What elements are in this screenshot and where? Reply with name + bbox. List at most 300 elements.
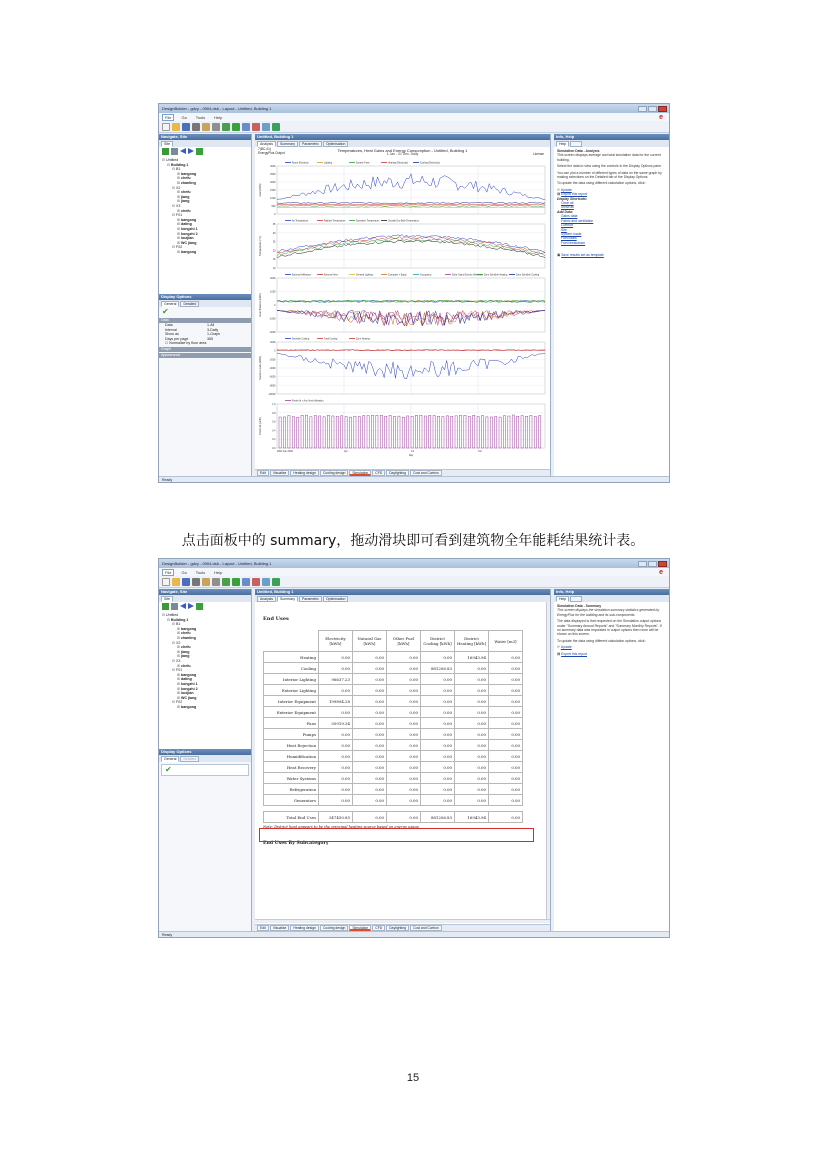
tree-item-label: Untitled bbox=[166, 158, 179, 162]
add-data-link[interactable]: System loads bbox=[561, 231, 582, 236]
table-cell: 199894.28 bbox=[319, 696, 353, 707]
table-cell: 16943.94 bbox=[455, 812, 489, 823]
save-icon[interactable] bbox=[182, 123, 190, 131]
menu-go[interactable]: Go bbox=[181, 569, 187, 575]
tab-general[interactable]: General bbox=[161, 756, 179, 762]
table-cell: 0.00 bbox=[353, 685, 387, 696]
screenshot-analysis bbox=[158, 103, 670, 483]
table-cell: 0.00 bbox=[455, 707, 489, 718]
screenshot-summary bbox=[158, 558, 670, 938]
row-label: Heat Recovery bbox=[264, 762, 319, 773]
table-cell: 16943.94 bbox=[455, 652, 489, 663]
tab-cfd[interactable]: CFD bbox=[372, 925, 385, 931]
add-data-link[interactable]: Gains data bbox=[561, 214, 578, 219]
shortcuts-heading: Display Shortcuts: bbox=[557, 196, 587, 201]
new-file-icon[interactable] bbox=[162, 578, 170, 586]
tree-item-label: F01 bbox=[176, 668, 183, 673]
maximize-button[interactable] bbox=[648, 106, 657, 112]
help-text: You can plot a number of different types of data on the same graph by making selections on the Detailed tab of the Display Options. bbox=[557, 170, 662, 180]
info-pane bbox=[554, 589, 669, 931]
table-cell: 0.00 bbox=[455, 729, 489, 740]
tab-optimisation[interactable]: Optimisation bbox=[323, 596, 348, 602]
license-label: License bbox=[533, 152, 544, 156]
tab-parametric[interactable]: Parametric bbox=[299, 596, 322, 602]
tab-cfd[interactable]: CFD bbox=[372, 470, 385, 476]
tab-daylighting[interactable]: Daylighting bbox=[386, 470, 409, 476]
menu-help[interactable]: Help bbox=[214, 114, 223, 120]
edit-icon[interactable] bbox=[202, 578, 210, 586]
table-row bbox=[264, 812, 523, 823]
tree-item-label: zhanting bbox=[181, 635, 196, 640]
table-cell: 0.00 bbox=[455, 762, 489, 773]
app-logo-icon: e bbox=[659, 113, 663, 121]
y-tick-label: -8000 bbox=[269, 384, 276, 388]
nav-toolbar bbox=[159, 602, 251, 611]
tree-item-label: chefu bbox=[181, 190, 191, 195]
chart-icon[interactable] bbox=[222, 578, 230, 586]
chart-icon[interactable] bbox=[222, 123, 230, 131]
table-cell: 0.00 bbox=[455, 784, 489, 795]
chart-subtitle: 1 Jan - 31 Dec, Daily bbox=[386, 152, 419, 156]
tab-detailed[interactable]: Detailed bbox=[180, 756, 199, 762]
tab-general[interactable]: General bbox=[161, 301, 179, 307]
zone-icon: ⊞ bbox=[177, 171, 182, 176]
appearance-section[interactable]: Appearance bbox=[159, 353, 251, 358]
info-header: Info, Help bbox=[554, 589, 669, 595]
table-cell: 0.00 bbox=[387, 740, 421, 751]
legend-label: Total Cooling bbox=[324, 338, 338, 341]
tab-help[interactable]: Help bbox=[556, 141, 569, 147]
table-cell: 0.00 bbox=[353, 696, 387, 707]
legend-label: Radiant Temperature bbox=[324, 220, 346, 223]
window-title: DesignBuilder - gdzy - 0904.dsb - Layout - Untitled, Building 1 bbox=[162, 106, 272, 111]
forward-arrow-icon[interactable] bbox=[188, 603, 194, 609]
y-tick-label: 15 bbox=[272, 258, 276, 262]
navigate-header: Navigate, Site bbox=[159, 589, 251, 595]
menu-tools[interactable]: Tools bbox=[195, 114, 206, 120]
grid-icon[interactable] bbox=[242, 578, 250, 586]
legend-label: Outside Dry-Bulb Temperature bbox=[388, 220, 419, 223]
help-text: To update the data using different calculation options, click: bbox=[557, 181, 646, 186]
tree-item-label: X3 bbox=[176, 203, 181, 208]
prop-row[interactable]: Data 1-All bbox=[165, 323, 215, 327]
export-icon: ▤ bbox=[557, 651, 561, 656]
table-cell: 0.00 bbox=[387, 812, 421, 823]
tab-cost-carbon[interactable]: Cost and Carbon bbox=[410, 925, 442, 931]
table-cell: 0.00 bbox=[421, 784, 455, 795]
help-text: The data displayed is that requested on the Simulation output options under "Summary Annual Reports" and "Summary Monthly Reports". If no summary data was requested in output options then none will be shown on this screen. bbox=[557, 619, 662, 637]
table-cell: 881206.83 bbox=[421, 663, 455, 674]
table-cell: 0.00 bbox=[455, 674, 489, 685]
prop-row[interactable]: Interval 3-Daily bbox=[165, 327, 219, 332]
zone-icon: ⊞ bbox=[177, 704, 182, 709]
help-text: This screen displays average and total simulation data for the current building. bbox=[557, 153, 661, 162]
y-tick-label: -4000 bbox=[269, 367, 276, 370]
prop-row[interactable]: Days per page 365 bbox=[165, 336, 213, 341]
y-tick-label: 20 bbox=[272, 249, 276, 253]
add-data-link[interactable]: Fabric and ventilation bbox=[561, 218, 594, 223]
tab-info[interactable] bbox=[570, 596, 582, 602]
zone-icon: ⊞ bbox=[177, 231, 182, 236]
row-label: Cooling bbox=[264, 663, 319, 674]
table-cell: 0.00 bbox=[489, 674, 523, 685]
tab-detailed[interactable]: Detailed bbox=[180, 301, 199, 307]
tree-item-label: F02 bbox=[176, 700, 183, 705]
tree-item-label: bangong bbox=[181, 217, 197, 222]
export-link[interactable]: Export this report bbox=[561, 651, 587, 656]
tree-item-label: jiang bbox=[181, 194, 190, 199]
settings-icon[interactable] bbox=[171, 148, 178, 155]
table-cell: 0.00 bbox=[421, 740, 455, 751]
legend-label: Zone Sensible Heating bbox=[484, 274, 508, 277]
row-label: Generators bbox=[264, 795, 319, 806]
table-cell: 0.00 bbox=[387, 685, 421, 696]
back-arrow-icon[interactable] bbox=[180, 603, 186, 609]
legend-label: Room Electricity bbox=[292, 162, 309, 165]
export-icon[interactable] bbox=[262, 578, 270, 586]
zone-icon: ⊞ bbox=[177, 180, 182, 185]
table-cell: 0.00 bbox=[489, 663, 523, 674]
new-file-icon[interactable] bbox=[162, 123, 170, 131]
zone-icon: ⊞ bbox=[177, 208, 182, 213]
minimize-button[interactable] bbox=[638, 106, 647, 112]
tree-item[interactable] bbox=[162, 705, 248, 710]
table-cell: 0.00 bbox=[387, 718, 421, 729]
tab-site[interactable]: Site bbox=[161, 596, 173, 602]
tab-analysis[interactable]: Analysis bbox=[257, 596, 276, 602]
help-content bbox=[554, 602, 669, 658]
tree-item-label: Building 1 bbox=[171, 617, 189, 622]
table-cell: 0.00 bbox=[387, 773, 421, 784]
update-link[interactable]: Update bbox=[560, 645, 572, 650]
table-row bbox=[264, 685, 523, 696]
refresh-icon[interactable] bbox=[232, 123, 240, 131]
apply-check-icon[interactable]: ✔ bbox=[161, 764, 249, 776]
add-data-link[interactable]: Fuel breakdown bbox=[561, 240, 586, 245]
edit-icon[interactable] bbox=[202, 123, 210, 131]
grid-icon[interactable] bbox=[242, 123, 250, 131]
table-cell: 0.00 bbox=[319, 762, 353, 773]
table-cell: 0.00 bbox=[353, 812, 387, 823]
tab-simulation[interactable]: Simulation bbox=[349, 925, 371, 931]
graph-section[interactable]: Graph bbox=[159, 347, 251, 352]
table-cell: 0.00 bbox=[489, 729, 523, 740]
add-data-link[interactable]: Site bbox=[561, 227, 567, 232]
legend-label: Cooling (Electricity) bbox=[420, 162, 440, 165]
refresh-icon[interactable] bbox=[196, 148, 203, 155]
block-icon: ⊟ bbox=[172, 167, 177, 172]
x-axis-label: Day bbox=[408, 454, 414, 457]
print-icon[interactable] bbox=[192, 578, 200, 586]
zone-icon: ⊞ bbox=[177, 691, 182, 696]
display-options-header: Display Options bbox=[159, 294, 251, 300]
help-heading: Simulation Data - Summary bbox=[557, 604, 602, 608]
update-icon[interactable] bbox=[272, 123, 280, 131]
zone-icon: ⊞ bbox=[177, 663, 182, 668]
update-icon[interactable] bbox=[272, 578, 280, 586]
report-icon[interactable] bbox=[252, 123, 260, 131]
legend-label: Zone Heating bbox=[356, 338, 370, 341]
back-arrow-icon[interactable] bbox=[180, 148, 186, 154]
table-cell: 0.00 bbox=[455, 773, 489, 784]
row-label: Heating bbox=[264, 652, 319, 663]
total-highlight-box bbox=[259, 828, 534, 842]
tools-icon[interactable] bbox=[212, 123, 220, 131]
tab-info[interactable] bbox=[570, 141, 582, 147]
forward-arrow-icon[interactable] bbox=[188, 148, 194, 154]
tree-item-label: chefu bbox=[181, 208, 191, 213]
settings-icon[interactable] bbox=[171, 603, 178, 610]
y-tick-label: 35 bbox=[272, 223, 276, 226]
table-cell: 0.00 bbox=[353, 674, 387, 685]
bottom-tabs bbox=[255, 924, 550, 931]
table-cell: 0.00 bbox=[489, 751, 523, 762]
main-pane bbox=[255, 589, 551, 931]
tree-item-label: bangong bbox=[181, 249, 197, 254]
table-cell: 0.00 bbox=[319, 663, 353, 674]
menu-tools[interactable]: Tools bbox=[195, 569, 206, 575]
table-row bbox=[264, 773, 523, 784]
table-cell: 0.00 bbox=[319, 740, 353, 751]
legend-label: External Infiltration bbox=[292, 274, 312, 277]
horizontal-scrollbar[interactable] bbox=[255, 919, 550, 923]
tab-edit[interactable]: Edit bbox=[257, 470, 269, 476]
table-cell: 0.00 bbox=[319, 751, 353, 762]
zone-icon: ⊞ bbox=[177, 645, 182, 650]
title-bar bbox=[159, 104, 669, 113]
legend-label: Fresh Air + Aux Vent Infiltration bbox=[292, 400, 324, 403]
save-icon: ▣ bbox=[557, 253, 561, 258]
close-button[interactable] bbox=[658, 561, 667, 567]
table-row bbox=[264, 674, 523, 685]
tab-site[interactable]: Site bbox=[161, 141, 173, 147]
table-cell: 0.00 bbox=[319, 729, 353, 740]
y-tick-label: 2000 bbox=[270, 181, 276, 184]
update-link[interactable]: Update bbox=[560, 187, 572, 192]
tree-item-label: bangong bbox=[181, 704, 197, 709]
table-cell: 0.00 bbox=[455, 740, 489, 751]
table-cell: 0.00 bbox=[455, 751, 489, 762]
menu-help[interactable]: Help bbox=[214, 569, 223, 575]
menu-bar bbox=[159, 113, 669, 121]
table-row bbox=[264, 718, 523, 729]
table-cell: 0.00 bbox=[421, 685, 455, 696]
y-tick-label: 0.4 bbox=[272, 429, 276, 433]
zone-icon: ⊞ bbox=[177, 176, 182, 181]
add-icon[interactable] bbox=[162, 148, 169, 155]
tab-summary[interactable]: Summary bbox=[277, 596, 298, 602]
legend-label: Zone Sensible Cooling bbox=[516, 274, 540, 277]
tab-edit[interactable]: Edit bbox=[257, 925, 269, 931]
y-tick-label: -2000 bbox=[269, 358, 276, 362]
block-icon: ⊟ bbox=[172, 203, 177, 208]
tree-item-label: X2 bbox=[176, 640, 181, 645]
help-text: To update the data using different calculation options, click: bbox=[557, 638, 646, 643]
table-cell: 0.00 bbox=[319, 773, 353, 784]
table-cell: 0.00 bbox=[421, 707, 455, 718]
export-icon[interactable] bbox=[262, 123, 270, 131]
title-bar bbox=[159, 559, 669, 568]
row-label: Water Systems bbox=[264, 773, 319, 784]
zone-icon: ⊞ bbox=[177, 631, 182, 636]
tab-help[interactable]: Help bbox=[556, 596, 569, 602]
analysis-charts-svg bbox=[255, 156, 549, 461]
add-data-link[interactable]: Comfort bbox=[561, 223, 574, 228]
zone-icon: ⊞ bbox=[177, 686, 182, 691]
tree-item-label: louijian bbox=[181, 236, 194, 241]
block-icon: ⊟ bbox=[172, 185, 177, 190]
tab-cooling-design[interactable]: Cooling design bbox=[320, 470, 348, 476]
table-cell: 0.00 bbox=[387, 729, 421, 740]
table-cell: 0.00 bbox=[489, 784, 523, 795]
table-cell: 0.00 bbox=[353, 795, 387, 806]
legend-label: Sensible Cooling bbox=[292, 338, 310, 341]
tab-visualise[interactable]: Visualise bbox=[270, 470, 290, 476]
table-cell: 0.00 bbox=[489, 812, 523, 823]
table-row bbox=[264, 652, 523, 663]
table-row bbox=[264, 696, 523, 707]
nav-toolbar bbox=[159, 147, 251, 156]
y-tick-label: 0 bbox=[274, 213, 276, 216]
add-icon[interactable] bbox=[162, 603, 169, 610]
table-cell: 0.00 bbox=[387, 784, 421, 795]
site-tree[interactable] bbox=[159, 611, 251, 711]
column-header: Other Fuel [kWh] bbox=[387, 631, 421, 652]
update-icon: ⟳ bbox=[557, 645, 560, 650]
y-tick-label: 1000 bbox=[270, 290, 276, 294]
zone-icon: ⊞ bbox=[177, 672, 182, 677]
y-tick-label: 2000 bbox=[270, 277, 276, 280]
menu-file[interactable]: File bbox=[162, 569, 174, 576]
help-text: Select the data to view using the controls in the Display Options pane. bbox=[557, 164, 662, 169]
table-cell: 0.00 bbox=[489, 652, 523, 663]
tree-item-label: kongzhi 1 bbox=[181, 681, 198, 686]
table-cell: 0.00 bbox=[319, 685, 353, 696]
y-axis-label: Fresh Air (ac/h) bbox=[259, 417, 262, 435]
site-tree[interactable] bbox=[159, 156, 251, 256]
tab-heating-design[interactable]: Heating design bbox=[290, 470, 319, 476]
legend-label: Operative Temperature bbox=[356, 220, 380, 223]
tab-simulation[interactable]: Simulation bbox=[349, 470, 371, 476]
maximize-button[interactable] bbox=[648, 561, 657, 567]
row-label: Interior Lighting bbox=[264, 674, 319, 685]
bottom-tabs bbox=[255, 469, 550, 476]
column-header: Electricity [kWh] bbox=[319, 631, 353, 652]
tree-item-label: bangong bbox=[181, 672, 197, 677]
show-all-link[interactable]: Show all bbox=[561, 205, 574, 210]
tab-heating-design[interactable]: Heating design bbox=[290, 925, 319, 931]
add-data-link[interactable]: Fuel totals bbox=[561, 236, 577, 241]
tree-item-label: kongzhi 2 bbox=[181, 686, 198, 691]
prop-row[interactable]: Show as 1-Graph bbox=[165, 332, 221, 337]
vertical-scrollbar[interactable] bbox=[546, 602, 550, 919]
table-cell: 0.00 bbox=[353, 729, 387, 740]
table-cell: 0.00 bbox=[353, 762, 387, 773]
tools-icon[interactable] bbox=[212, 578, 220, 586]
tab-summary[interactable]: Summary bbox=[277, 141, 298, 147]
tree-item-label: jiang bbox=[181, 649, 190, 654]
tree-item-label: F01 bbox=[176, 213, 183, 218]
x-tick-label: Jul bbox=[411, 450, 415, 453]
open-folder-icon[interactable] bbox=[172, 123, 180, 131]
tree-item[interactable] bbox=[162, 250, 248, 255]
close-button[interactable] bbox=[658, 106, 667, 112]
tab-daylighting[interactable]: Daylighting bbox=[386, 925, 409, 931]
menu-go[interactable]: Go bbox=[181, 114, 187, 120]
column-header: Water [m3] bbox=[489, 631, 523, 652]
tree-item-label: zhanting bbox=[181, 180, 196, 185]
table-cell: 0.00 bbox=[387, 696, 421, 707]
export-link[interactable]: Export this report bbox=[561, 192, 587, 197]
tab-parametric[interactable]: Parametric bbox=[299, 141, 322, 147]
app-logo-icon: e bbox=[659, 568, 663, 576]
y-tick-label: -6000 bbox=[269, 375, 276, 379]
normalise-checkbox[interactable]: ☐ Normalise by floor area bbox=[165, 341, 207, 346]
x-tick-label: Oct bbox=[478, 450, 482, 453]
y-tick-label: -10000 bbox=[268, 393, 276, 396]
table-cell: 0.00 bbox=[455, 663, 489, 674]
help-text: This screen displays the simulation summary statistics generated by EnergyPlus for the building and its sub-components. bbox=[557, 608, 660, 617]
zone-icon: ⊞ bbox=[177, 190, 182, 195]
table-cell: 0.00 bbox=[353, 784, 387, 795]
report-icon[interactable] bbox=[252, 578, 260, 586]
open-folder-icon[interactable] bbox=[172, 578, 180, 586]
y-axis-label: Temperature (°C) bbox=[259, 236, 262, 256]
tree-item-label: F02 bbox=[176, 245, 183, 250]
tree-item-label: Untitled bbox=[166, 613, 179, 617]
table-cell: 0.00 bbox=[421, 762, 455, 773]
main-header: Untitled, Building 1 bbox=[255, 589, 550, 595]
tree-item-label: dating bbox=[181, 677, 192, 682]
refresh-icon[interactable] bbox=[196, 603, 203, 610]
block-icon: ⊟ bbox=[172, 700, 177, 705]
table-row bbox=[264, 751, 523, 762]
table-cell: 0.00 bbox=[489, 707, 523, 718]
y-tick-label: 0.6 bbox=[272, 420, 276, 424]
minimize-button[interactable] bbox=[638, 561, 647, 567]
save-template-link[interactable]: Save results set as template bbox=[561, 253, 604, 258]
tab-visualise[interactable]: Visualise bbox=[270, 925, 290, 931]
table-row bbox=[264, 762, 523, 773]
window-title: DesignBuilder - gdzy - 0904.dsb - Layout - Untitled, Building 1 bbox=[162, 561, 272, 566]
table-cell: 0.00 bbox=[353, 740, 387, 751]
tab-analysis[interactable]: Analysis bbox=[257, 141, 276, 147]
y-tick-label: 500 bbox=[271, 205, 276, 208]
tab-optimisation[interactable]: Optimisation bbox=[323, 141, 348, 147]
print-icon[interactable] bbox=[192, 123, 200, 131]
legend-label: Occupancy bbox=[420, 274, 432, 277]
clear-all-link[interactable]: Clear all bbox=[561, 201, 574, 206]
table-cell: 0.00 bbox=[455, 696, 489, 707]
chart-source-label: 7(BC-01) EnergyPlus Output bbox=[258, 147, 285, 155]
tree-item-label: B1 bbox=[176, 167, 181, 172]
tab-cost-carbon[interactable]: Cost and Carbon bbox=[410, 470, 442, 476]
data-section[interactable]: Data bbox=[159, 318, 251, 323]
refresh-icon[interactable] bbox=[232, 578, 240, 586]
apply-check-icon[interactable]: ✔ bbox=[162, 307, 169, 316]
menu-file[interactable]: File bbox=[162, 114, 174, 121]
column-header: District Heating [kWh] bbox=[455, 631, 489, 652]
save-icon[interactable] bbox=[182, 578, 190, 586]
tree-item-label: WC jiang bbox=[181, 240, 197, 245]
tree-item-label: B1 bbox=[176, 622, 181, 627]
legend-label: Air Temperature bbox=[292, 220, 309, 223]
toolbar bbox=[159, 576, 669, 588]
analysis-chart-area bbox=[255, 147, 550, 468]
table-row bbox=[264, 795, 523, 806]
tab-cooling-design[interactable]: Cooling design bbox=[320, 925, 348, 931]
legend-label: Heating (Electricity) bbox=[388, 162, 408, 165]
